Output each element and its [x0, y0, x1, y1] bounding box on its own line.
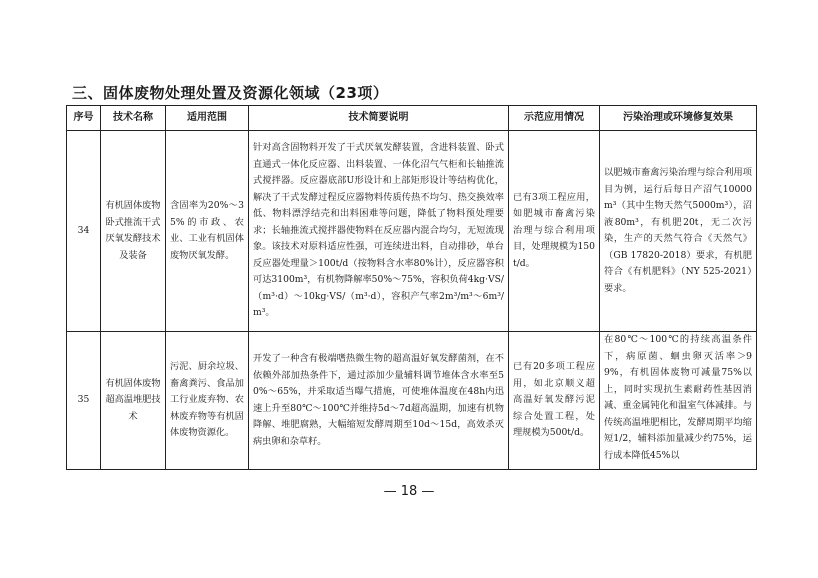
cell-effect: 在80℃～100℃的持续高温条件下，病原菌、蛔虫卵灭活率＞99%，有机固体废物可减量75%以上，同时实现抗生素耐药性基因消减、重金属钝化和温室气体减排。与传统高温堆肥相比，发酵周期平均缩短1/2，辅料添加量减少约75%，运行成本降低45%以 — [600, 332, 757, 470]
table-row — [67, 131, 757, 332]
cell-scope: 含固率为20%～35%的市政、农业、工业有机固体废物厌氧发酵。 — [166, 131, 249, 332]
cell-scope: 污泥、厨余垃圾、畜禽粪污、食品加工行业废弃物、农林废弃物等有机固体废物资源化。 — [166, 332, 249, 470]
cell-effect: 以肥城市畜禽污染治理与综合利用项目为例，运行后每日产沼气10000m³（其中生物天然气5000m³），沼液80m³，有机肥20t，无二次污染，生产的天然气符合《天然气》（GB 17820-2018）要求，有机肥符合《有机肥料》（NY 525-2021）要求。 — [600, 131, 757, 332]
cell-description: 针对高含固物料开发了干式厌氧发酵装置，含进料装置、卧式直通式一体化反应器、出料装置、一体化沼气气柜和长轴推流式搅拌器。反应器底部U形设计和上部矩形设计等结构优化，解决了干式发酵过程反应器物料传质传热不均匀、热交换效率低、物料漂浮结壳和出料困难等问题，降低了物料预处理要求；长轴推流式搅拌器使物料在反应器内混合均匀，无短流现象。该技术对原料适应性强，可连续进出料，自动排砂，单台反应器处理量＞100t/d（按物料含水率80%计），反应器容积可达3100m³，有机物降解率50%～75%，容积负荷4kg·VS/（m³·d）～10kg·VS/（m³·d），容积产气率2m³/m³～6m³/m³。 — [249, 131, 509, 332]
cell-demo: 已有20多项工程应用，如北京顺义超高温好氧发酵污泥综合处置工程，处理规模为500t/d。 — [509, 332, 600, 470]
header-effect: 污染治理或环境修复效果 — [600, 106, 757, 131]
page-number: — 18 — — [383, 484, 435, 499]
cell-name: 有机固体废物超高温堆肥技术 — [101, 332, 166, 470]
cell-name: 有机固体废物卧式推流干式厌氧发酵技术及装备 — [101, 131, 166, 332]
section-heading: 三、固体废物处理处置及资源化领域（23项） — [72, 84, 389, 102]
cell-description: 开发了一种含有极端嗜热微生物的超高温好氧发酵菌剂，在不依赖外部加热条件下，通过添加少量辅料调节堆体含水率至50%～65%，并采取适当曝气措施，可使堆体温度在48h内迅速上升至80℃～100℃并维持5d～7d超高温期，加速有机物降解、堆肥腐熟，大幅缩短发酵周期至10d～15d，高效杀灭病虫卵和杂草籽。 — [249, 332, 509, 470]
cell-no: 35 — [67, 332, 101, 470]
table-row — [67, 332, 757, 470]
table-header-row — [67, 106, 757, 131]
cell-demo: 已有3项工程应用，如肥城市畜禽污染治理与综合利用项目，处理规模为150t/d。 — [509, 131, 600, 332]
header-description: 技术简要说明 — [249, 106, 509, 131]
technology-table — [66, 105, 757, 470]
header-demo: 示范应用情况 — [509, 106, 600, 131]
header-no: 序号 — [67, 106, 101, 131]
header-scope: 适用范围 — [166, 106, 249, 131]
header-name: 技术名称 — [101, 106, 166, 131]
cell-no: 34 — [67, 131, 101, 332]
